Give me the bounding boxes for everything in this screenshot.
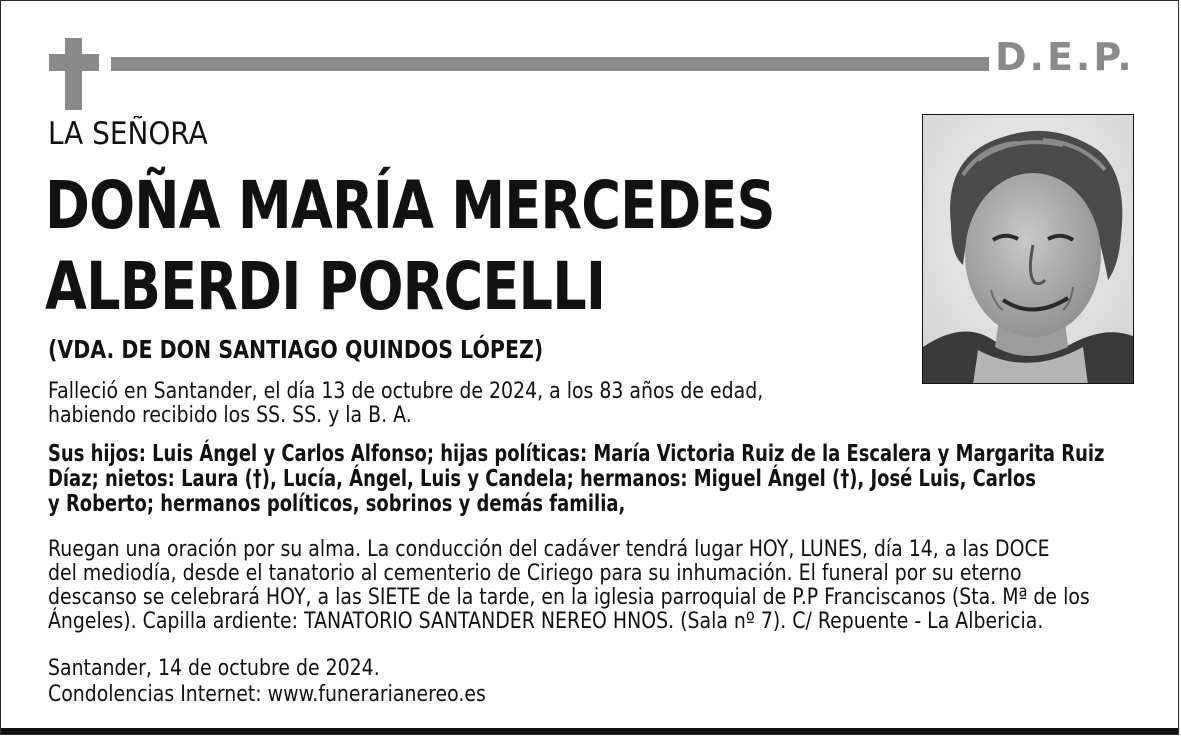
family-line: Sus hijos: Luis Ángel y Carlos Alfonso; hijas políticas: María Victoria Ruiz de la Escalera y Margarita Ruiz <box>48 441 1105 467</box>
ceremony-details <box>48 537 1090 633</box>
header-rule <box>111 57 989 71</box>
deceased-name-line-1: DOÑA MARÍA MERCEDES <box>45 167 775 244</box>
portrait-photo <box>922 114 1134 384</box>
family-list <box>48 442 1104 517</box>
portrait-image <box>923 115 1134 384</box>
bottom-rule <box>1 728 1178 734</box>
death-notice-line: habiendo recibido los SS. SS. y la B. A. <box>48 402 412 428</box>
ceremony-line: del mediodía, desde el tanatorio al cementerio de Ciriego para su inhumación. El funeral por su eterno <box>48 560 1022 586</box>
ceremony-line: Ángeles). Capilla ardiente: TANATORIO SANTANDER NEREO HNOS. (Sala nº 7). C/ Repuente - La Albericia. <box>48 608 1044 634</box>
deceased-name-line-2: ALBERDI PORCELLI <box>45 248 606 325</box>
death-notice-line: Falleció en Santander, el día 13 de octubre de 2024, a los 83 años de edad, <box>48 378 764 404</box>
death-notice <box>48 379 763 427</box>
place-and-date: Santander, 14 de octubre de 2024. <box>48 655 380 681</box>
cross-icon-horizontal <box>49 54 99 71</box>
condolences-link[interactable]: Condolencias Internet: www.funerarianereo.es <box>48 681 486 707</box>
dep-heading: D.E.P. <box>995 35 1135 79</box>
cross-icon-vertical <box>65 38 82 110</box>
family-line: y Roberto; hermanos políticos, sobrinos y demás familia, <box>48 491 626 517</box>
family-line: Díaz; nietos: Laura (†), Lucía, Ángel, Luis y Candela; hermanos: Miguel Ángel (†), José Luis, Carlos <box>48 466 1036 492</box>
title-prefix: LA SEÑORA <box>48 116 208 152</box>
ceremony-line: descanso se celebrará HOY, a las SIETE de la tarde, en la iglesia parroquial de P.P Franciscanos (Sta. Mª de los <box>48 584 1090 610</box>
widow-of-line: (VDA. DE DON SANTIAGO QUINDOS LÓPEZ) <box>48 335 544 364</box>
ceremony-line: Ruegan una oración por su alma. La conducción del cadáver tendrá lugar HOY, LUNES, día 14, a las DOCE <box>48 536 1050 562</box>
